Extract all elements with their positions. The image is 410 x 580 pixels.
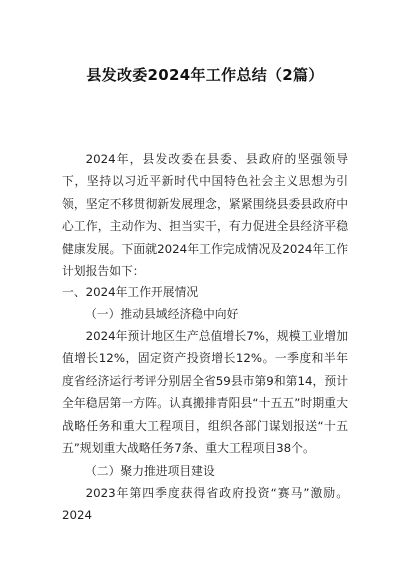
subsection-heading-1-text: （一）推动县域经济稳中向好	[85, 307, 239, 321]
subsection-heading-2-text: （二）聚力推进项目建设	[85, 464, 215, 478]
body-paragraph-2	[62, 482, 348, 527]
document-title: 县发改委2024年工作总结（2篇）	[86, 66, 324, 84]
body-paragraph-2-text: 2023年第四季度获得省政府投资“赛马”激励。2024	[62, 486, 348, 523]
subsection-heading-1	[62, 303, 238, 325]
section-heading: 一、2024年工作开展情况	[62, 285, 199, 299]
body-paragraph-1	[62, 325, 348, 459]
subsection-heading-2	[62, 460, 215, 482]
body-paragraph-1-text: 2024年预计地区生产总值增长7%，规模工业增加值增长12%，固定资产投资增长12%。一季度和半年度省经济运行考评分别居全省59县市第9和第14，预计全年稳居第一方阵。认真搬排青阳县“十五五”时期重大战略任务和重大工程项目，组织各部门谋划报送“十五五”规划重大战略任务7条、重大工程项目38个。	[62, 329, 348, 456]
intro-paragraph	[62, 148, 348, 282]
intro-text: 2024年，县发改委在县委、县政府的坚强领导下，坚持以习近平新时代中国特色社会主义思想为引领，坚定不移贯彻新发展理念，紧紧围绕县委县政府中心工作，主动作为、担当实干，有力促进全县经济平稳健康发展。下面就2024年工作完成情况及2024年工作计划报告如下：	[62, 152, 348, 279]
